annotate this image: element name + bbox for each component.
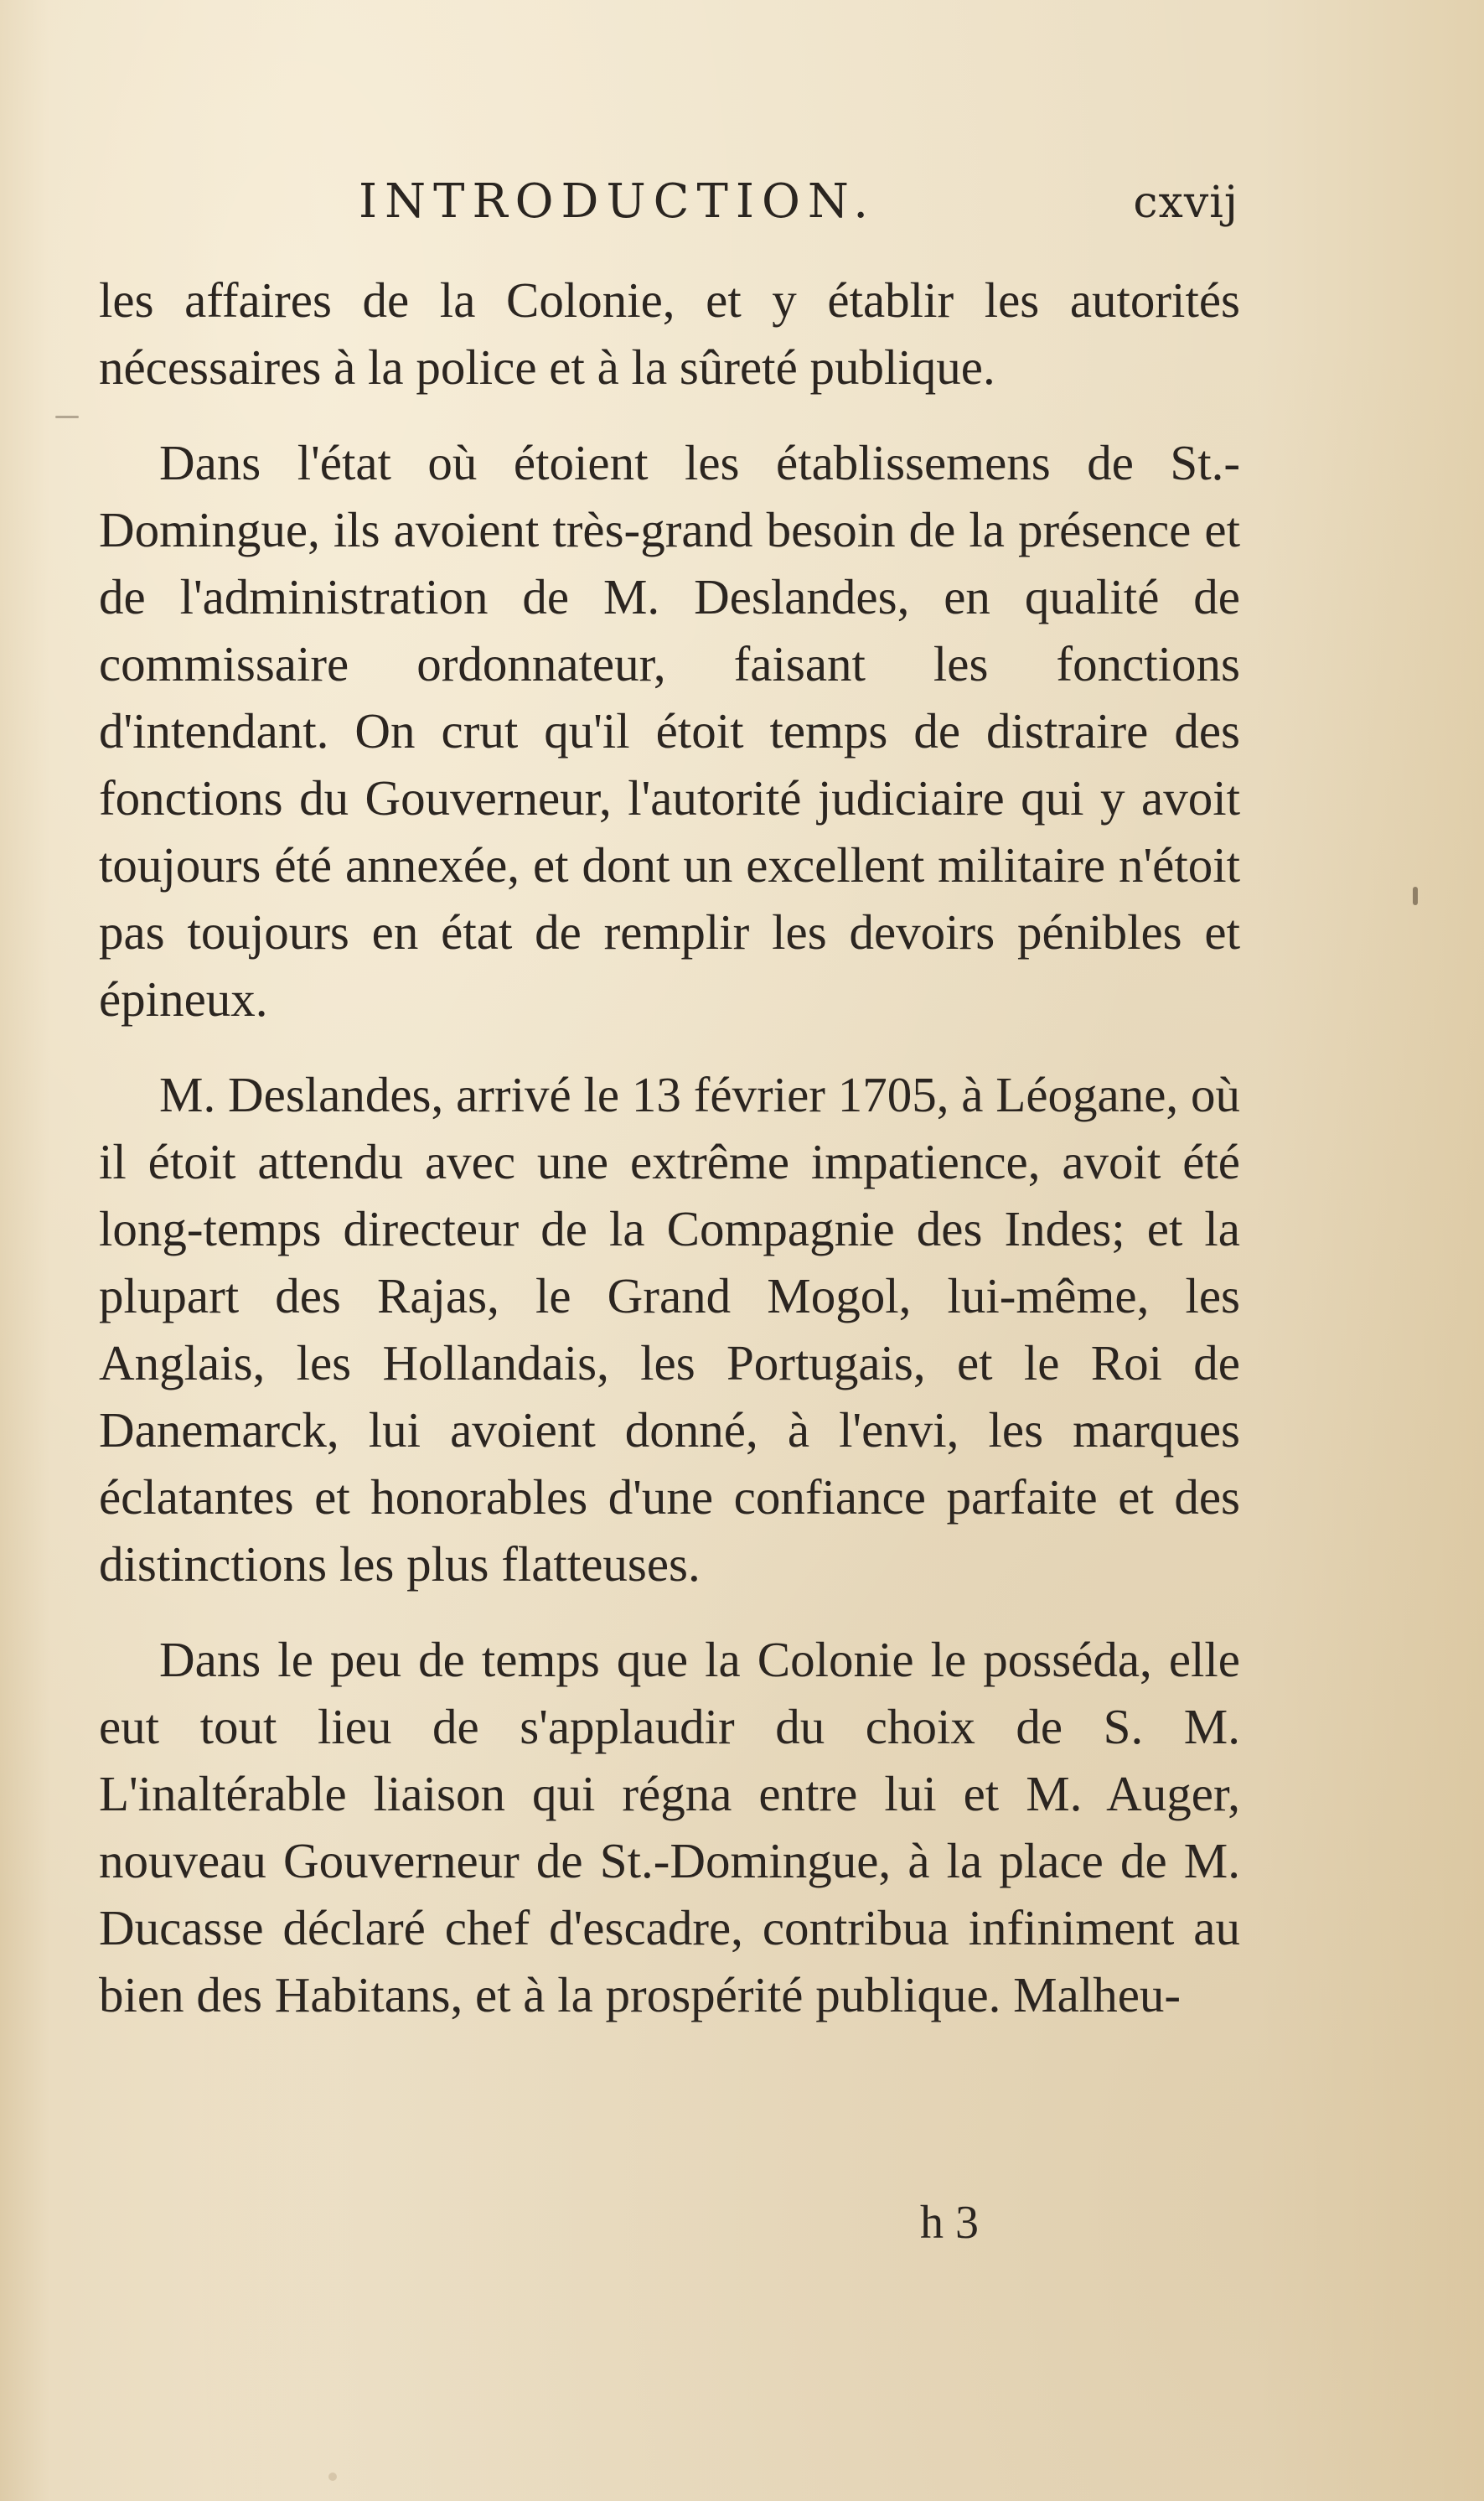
ink-speck [1413,887,1418,905]
running-head: INTRODUCTION. [359,174,876,229]
ink-speck [55,416,79,418]
paragraph-4: Dans le peu de temps que la Colonie le posséda, elle eut tout lieu de s'applaudir du choix de S. M. L'inaltérable liaison qui régna entre lui et M. Auger, nouveau Gouverneur de St.-Domingue, à la place de M. Ducasse déclaré chef d'escadre, contribua infiniment au bien des Habitans, et à la prospérité publique. Malheu- [99,1632,1240,2022]
paragraph-3: M. Deslandes, arrivé le 13 février 1705, à Léogane, où il étoit attendu avec une extrême impatience, avoit été long-temps directeur de la Compagnie des Indes; et la plupart des Rajas, le Grand Mogol, lui-même, les Anglais, les Hollandais, les Portugais, et le Roi de Danemarck, lui avoient donné, à l'envi, les marques éclatantes et honorables d'une confiance parfaite et des distinctions les plus flatteuses. [99,1067,1240,1592]
ink-speck [328,2473,337,2481]
paragraph-2: Dans l'état où étoient les établissemens de St.-Domingue, ils avoient très-grand besoin de la présence et de l'administration de M. Deslandes, en qualité de commissaire ordonnateur, faisant les fonctions d'intendant. On crut qu'il étoit temps de distraire des fonctions du Gouverneur, l'autorité judiciaire qui y avoit toujours été annexée, et dont un excellent militaire n'étoit pas toujours en état de remplir les devoirs pénibles et épineux. [99,435,1240,1027]
paragraph-1: les affaires de la Colonie, et y établir les autorités nécessaires à la police et à la sûreté publique. [99,272,1240,395]
signature-mark: h 3 [920,2197,979,2249]
body-text [99,267,1240,2028]
page-header [99,174,1238,241]
page-number: cxvij [1133,178,1238,228]
